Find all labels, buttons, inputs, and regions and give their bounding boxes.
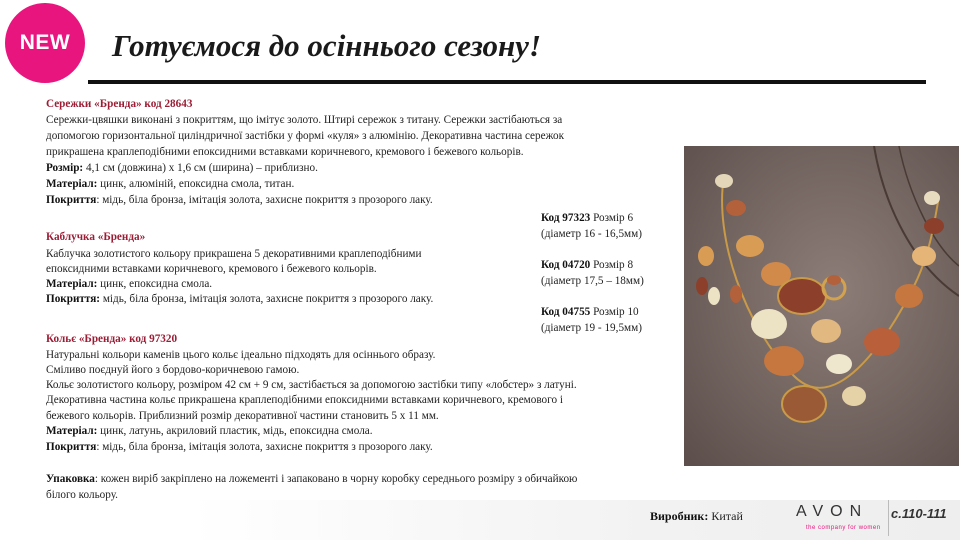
earrings-heading: Сережки «Бренда» код 28643 (46, 98, 193, 110)
necklace-material-value: цинк, латунь, акриловий пластик, мідь, епоксидна смола. (97, 425, 373, 437)
page-title: Готуємося до осіннього сезону! (112, 28, 542, 63)
earrings-coating-value: : мідь, біла бронза, імітація золота, захисне покриття з прозорого лаку. (96, 194, 433, 206)
ring-coating-value: мідь, біла бронза, імітація золота, захисне покриття з прозорого лаку. (100, 293, 434, 305)
ring-size-code (541, 305, 639, 321)
ring-desc-line: епоксидними вставками коричневого, кремового і бежевого кольорів. (46, 263, 377, 275)
earrings-desc-line: Сережки-цвяшки виконані з покриттям, що імітує золото. Штирі сережок з титану. Сережки застібаються за (46, 114, 563, 126)
necklace-coating-label: Покриття (46, 441, 97, 453)
necklace-material-label: Матеріал: (46, 425, 98, 437)
necklace-desc-line: Декоративна частина кольє прикрашена краплеподібними епоксидними вставками коричневого, кремового і (46, 394, 563, 406)
jewelry-photo (684, 146, 959, 466)
ring-material-value: цинк, епоксидна смола. (97, 278, 213, 290)
ring-size-value: Розмір 8 (590, 259, 634, 271)
ring-material-label: Матеріал: (46, 278, 98, 290)
new-badge-label: NEW (19, 31, 71, 54)
earrings-size-value: 4,1 см (довжина) х 1,6 см (ширина) – приблизно. (83, 162, 318, 174)
manufacturer-label: Виробник: (650, 509, 709, 523)
ring-material (46, 277, 212, 293)
earrings-coating (46, 193, 433, 209)
ring-coating-label: Покриття: (46, 293, 101, 305)
necklace-coating-value: : мідь, біла бронза, імітація золота, захисне покриття з прозорого лаку. (96, 441, 433, 453)
earrings-material-label: Матеріал: (46, 178, 98, 190)
ring-size-code (541, 258, 633, 274)
ring-size-diameter: (діаметр 16 - 16,5мм) (541, 228, 642, 240)
avon-tagline: the company for women (806, 525, 881, 531)
necklace-coating (46, 440, 433, 456)
necklace-heading: Кольє «Бренда» код 97320 (46, 333, 178, 345)
ring-size-value: Розмір 10 (590, 306, 639, 318)
packaging-value: : кожен виріб закріплено на ложементі і запаковано в чорну коробку середнього розміру з обичайкою (94, 473, 578, 485)
ring-size-value: Розмір 6 (590, 212, 634, 224)
ring-size-code-label: Код 04720 (541, 259, 591, 271)
ring-heading: Каблучка «Бренда» (46, 231, 146, 243)
earrings-material (46, 177, 294, 193)
ring-coating (46, 292, 433, 308)
ring-desc-line: Каблучка золотистого кольору прикрашена 5 декоративними краплеподібними (46, 248, 422, 260)
earrings-size (46, 161, 318, 177)
packaging-label: Упаковка (46, 473, 95, 485)
necklace-material (46, 424, 373, 440)
necklace-desc-line: Натуральні кольори каменів цього кольє ідеально підходять для осіннього образу. (46, 349, 436, 361)
ring-size-diameter: (діаметр 19 - 19,5мм) (541, 322, 642, 334)
new-badge (5, 3, 85, 83)
packaging-line: білого кольору. (46, 489, 118, 501)
earrings-size-label: Розмір: (46, 162, 84, 174)
earrings-desc-line: прикрашена краплеподібними епоксидними вставками коричневого, кремового і бежевого кольорів. (46, 146, 524, 158)
manufacturer (650, 509, 743, 524)
ring-size-code (541, 211, 633, 227)
page-numbers: с.110-111 (891, 506, 947, 521)
title-divider (88, 80, 926, 84)
ring-size-code-label: Код 04755 (541, 306, 591, 318)
necklace-desc-line: Сміливо поєднуй його з бордово-коричневою гамою. (46, 364, 300, 376)
necklace-desc-line: бежевого кольорів. Приблизний розмір декоративної частини становить 5 х 11 мм. (46, 410, 439, 422)
footer-divider (888, 500, 889, 536)
necklace-desc-line: Кольє золотистого кольору, розміром 42 см + 9 см, застібається за допомогою застібки типу «лобстер» з латуні. (46, 379, 577, 391)
earrings-desc-line: допомогою горизонтальної циліндричної застібки у формі «куля» з алюмінію. Декоративна частина сережок (46, 130, 565, 142)
ring-size-code-label: Код 97323 (541, 212, 591, 224)
manufacturer-value: Китай (708, 509, 743, 523)
earrings-coating-label: Покриття (46, 194, 97, 206)
packaging-line (46, 472, 577, 488)
earrings-material-value: цинк, алюміній, епоксидна смола, титан. (97, 178, 295, 190)
ring-size-diameter: (діаметр 17,5 – 18мм) (541, 275, 644, 287)
avon-logo: AVON (796, 503, 869, 520)
